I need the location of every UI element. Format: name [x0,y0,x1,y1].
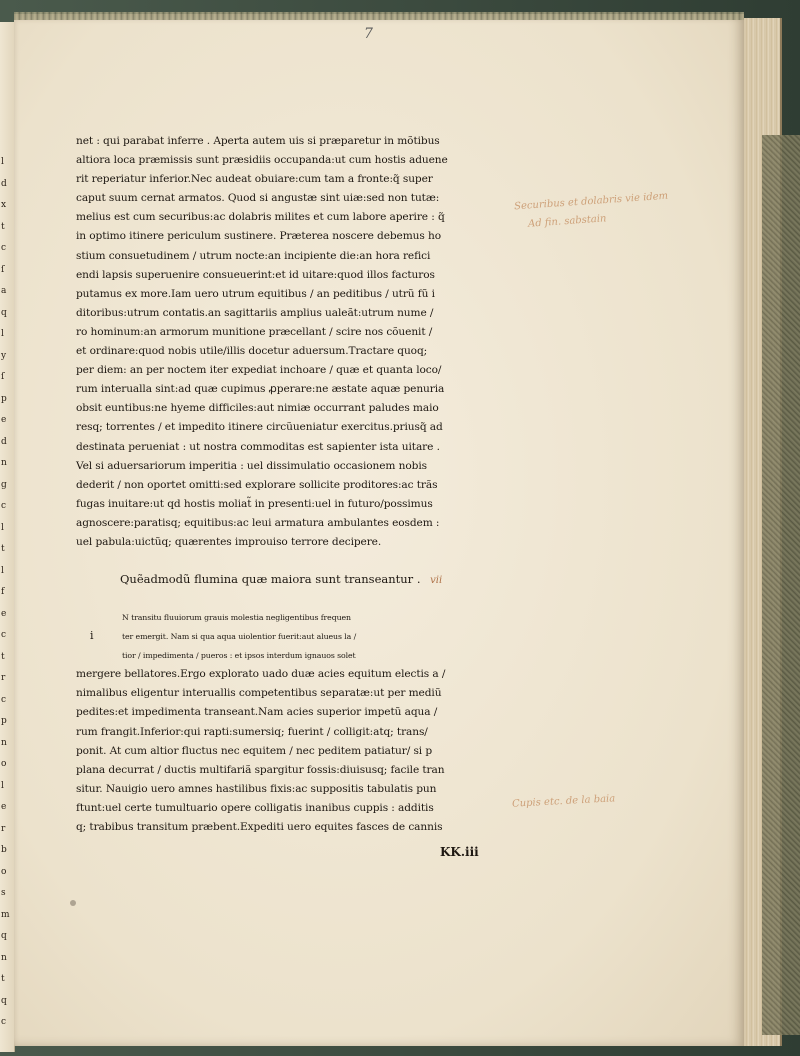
previous-page-glyph: o [1,759,7,769]
previous-page-glyph: e [1,415,7,425]
previous-page-glyph: r [1,673,6,683]
previous-page-glyph: q [1,931,7,941]
text-line: pedites:et impedimenta transeant.Nam acies superior impetũ aqua / [76,706,438,719]
previous-page-glyph: y [1,350,7,361]
previous-page-glyph: f [1,587,5,597]
previous-page-glyph: d [1,178,7,189]
previous-page-glyph: c [1,501,7,511]
previous-page-glyph: d [1,436,7,447]
previous-page-glyph: n [1,737,7,748]
binding-board [762,135,800,1035]
text-line: caput suum cernat armatos. Quod si angustæ sint uiæ:sed non tutæ: [76,192,440,205]
previous-page-glyph: l [1,522,4,533]
previous-page-glyph: l [1,157,4,167]
text-line: ter emergit. Nam si qua aqua uiolentior fuerit:aut alueus la / [122,632,357,642]
margin-note-2: Cupis etc. de la baia [511,793,616,810]
previous-page-glyph: e [1,802,7,812]
previous-page-glyph: s [1,888,6,898]
previous-page-glyph: n [1,458,7,468]
previous-page-glyph: p [1,716,7,726]
previous-page-glyph: c [1,1017,7,1027]
previous-page-glyph: l [1,565,4,576]
text-line: rit reperiatur inferior.Nec audeat obuiare:cum tam a fronte:q̃ super [76,173,433,186]
folio-pencil-mark: 7 [364,26,373,42]
chapter-heading-text: Quẽadmodũ flumina quæ maiora sunt transeantur . [120,572,421,586]
previous-page-edge [0,22,15,1052]
text-line: fugas inuitare:ut qd hostis moliat̃ in presenti:uel in futuro/possimus [76,497,433,510]
text-line: ftunt:uel certe tumultuario opere colligatis inanibus cuppis : additis [76,801,434,814]
previous-page-glyph: q [1,307,7,318]
text-line: rum interualla sint:ad quæ cupimus ꝓperare:ne æstate aquæ penuria [76,383,445,396]
previous-page-glyph: a [1,286,7,296]
previous-page-glyph: g [1,479,7,490]
text-line: in optimo itinere periculum sustinere. Præterea noscere debemus ho [76,230,441,243]
text-line: net : qui parabat inferre . Aperta autem uis si præparetur in mõtibus [76,135,440,147]
previous-page-glyph: c [1,630,7,640]
text-line: Vel si aduersariorum imperitia : uel dissimulatio occasionem nobis [76,459,427,472]
previous-page-glyph: b [1,845,7,855]
previous-page-glyph: ſ [1,372,5,382]
text-line: uel pabula:uictũq; quærentes improuiso terrore decipere. [76,535,382,548]
text-line: ponit. At cum altior fluctus nec equitem / nec peditem patiatur/ si p [76,744,433,757]
text-line: per diem: an per noctem iter expediat inchoare / quæ et quanta loco/ [76,364,442,377]
margin-note-1b: Ad fin. sabstain [527,213,607,230]
text-line: destinata perueniat : ut nostra commoditas est sapienter ista uitare . [76,440,440,453]
heading-annotation: vii [430,575,443,586]
text-line: situr. Nauigio uero amnes hastilibus fixis:ac suppositis tabulatis pun [76,782,437,795]
text-line: plana decurrat / ductis multifariã spargitur fossis:diuisusq; facile tran [76,763,445,776]
text-line: agnoscere:paratisq; equitibus:ac leui armatura ambulantes eosdem : [76,516,440,529]
previous-page-glyph: t [1,221,5,232]
signature-mark: KK.iii [440,845,479,859]
previous-page-glyph: c [1,694,7,705]
previous-page-glyph: ſ [1,264,5,275]
paragraph-2 [76,608,506,837]
text-line: stium consuetudinem / utrum nocte:an incipiente die:an hora refici [76,249,431,262]
previous-page-glyph: m [1,909,10,920]
text-line: N transitu fluuiorum grauis molestia negligentibus frequen [122,613,351,622]
ink-stain [70,900,76,906]
text-line: mergere bellatores.Ergo explorato uado duæ acies equitum electis a / [76,668,446,681]
previous-page-glyph: q [1,995,7,1006]
text-line: ro hominum:an armorum munitione præcellant / scire nos cõuenit / [76,325,433,338]
text-line: et ordinare:quod nobis utile/illis docetur aduersum.Tractare quoq; [76,345,428,358]
text-line: rum frangit.Inferior:qui rapti:sumersiq; fuerint / colligit:atq; trans/ [76,725,428,738]
previous-page-glyph: t [1,974,5,984]
text-line: q; trabibus transitum præbent.Expediti uero equites fasces de cannis [76,821,443,834]
previous-page-glyph: o [1,866,7,877]
margin-note-1: Securibus et dolabris vie idem [513,190,669,213]
chapter-heading [120,572,500,586]
paragraph-1 [76,132,506,552]
text-line: endi lapsis superuenire consueuerint:et id uitare:quod illos facturos [76,268,435,281]
previous-page-glyph: t [1,544,5,554]
previous-page-glyph: n [1,952,7,963]
previous-page-glyph: e [1,608,7,619]
text-line: tior / impedimenta / pueros : et ipsos interdum ignauos solet [122,651,356,661]
previous-page-glyph: x [1,200,7,210]
previous-page-glyph: t [1,651,5,662]
previous-page-glyph: r [1,823,6,834]
previous-page-glyphs [1,152,13,1034]
page-top-edge [14,12,744,20]
text-line: altiora loca præmissis sunt præsidiis occupanda:ut cum hostis aduene [76,154,448,167]
text-line: dederit / non oportet omitti:sed explorare sollicite proditores:ac trãs [76,478,438,491]
previous-page-glyph: p [1,393,7,404]
text-line: resq; torrentes / et impedito itinere circũueniatur exercitus.priusq̃ ad [76,421,443,434]
text-line: obsit euntibus:ne hyeme difficiles:aut nimiæ occurrant paludes maio [76,402,439,415]
text-line: ditoribus:utrum contatis.an sagittariis amplius ualeãt:utrum nume / [76,306,434,319]
previous-page-glyph: l [1,329,4,339]
guide-letter: i [90,629,94,642]
text-line: melius est cum securibus:ac dolabris milites et cum labore aperire : q̃ [76,211,445,224]
text-line: putamus ex more.Iam uero utrum equitibus / an peditibus / utrũ fũ i [76,287,435,300]
previous-page-glyph: l [1,780,4,791]
text-line: nimalibus eligentur interuallis competentibus separatæ:ut per mediũ [76,687,442,700]
previous-page-glyph: c [1,243,7,253]
